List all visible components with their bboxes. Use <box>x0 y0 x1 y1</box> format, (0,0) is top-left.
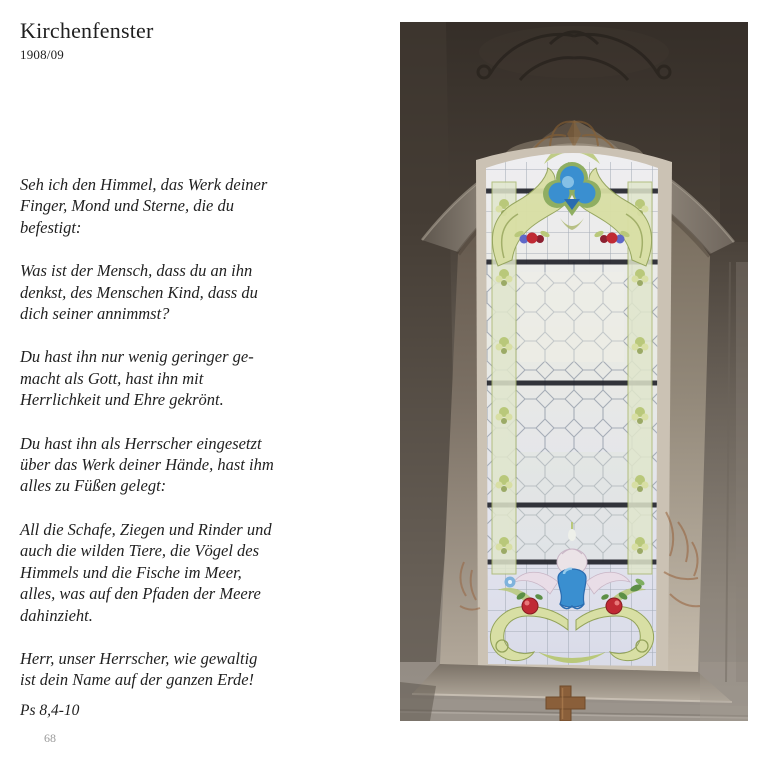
psalm-text <box>20 174 365 713</box>
psalm-line: Du hast ihn als Herrscher eingesetzt <box>20 433 262 453</box>
psalm-paragraph <box>20 519 365 626</box>
psalm-line: Was ist der Mensch, dass du an ihn <box>20 261 253 281</box>
psalm-line: Herrlichkeit und Ehre gekrönt. <box>20 390 224 410</box>
psalm-line: dich seiner annimmst? <box>20 304 170 324</box>
psalm-line: alles zu Füßen gelegt: <box>20 476 167 496</box>
psalm-line: All die Schafe, Ziegen und Rinder und <box>20 519 272 539</box>
psalm-line: denkst, des Menschen Kind, dass du <box>20 282 258 302</box>
psalm-line: ist dein Name auf der ganzen Erde! <box>20 670 255 690</box>
stained-glass <box>480 132 664 672</box>
psalm-paragraph <box>20 433 365 497</box>
psalm-line: Herr, unser Herrscher, wie gewaltig <box>20 648 258 668</box>
page-subtitle: 1908/09 <box>20 47 65 62</box>
psalm-paragraph <box>20 174 365 238</box>
psalm-line: macht als Gott, hast ihn mit <box>20 368 204 388</box>
psalm-paragraph <box>20 648 365 691</box>
wall-shadow-right <box>720 22 748 242</box>
psalm-line: Himmels und die Fische im Meer, <box>20 562 242 582</box>
psalm-paragraph <box>20 260 365 324</box>
page-title: Kirchenfenster <box>20 18 154 43</box>
church-window-photo <box>400 22 748 721</box>
pilaster-light-edge <box>736 262 748 682</box>
psalm-line: Finger, Mond und Sterne, die du <box>20 196 235 216</box>
psalm-line: dahinzieht. <box>20 605 93 625</box>
psalm-line: über das Werk deiner Hände, hast ihm <box>20 455 274 475</box>
psalm-line: Seh ich den Himmel, das Werk deiner <box>20 175 268 194</box>
bell-ornament <box>558 569 586 609</box>
psalm-line: befestigt: <box>20 217 82 237</box>
psalm-line: auch die wilden Tiere, die Vögel des <box>20 541 260 561</box>
psalm-line: alles, was auf den Pfaden der Meere <box>20 584 261 604</box>
psalm-line: Du hast ihn nur wenig geringer ge- <box>20 347 254 367</box>
psalm-paragraph <box>20 346 365 410</box>
blue-flower <box>505 577 516 588</box>
page-heading <box>20 18 154 63</box>
psalm-citation: Ps 8,4-10 <box>20 702 80 719</box>
page-number: 68 <box>44 731 56 745</box>
